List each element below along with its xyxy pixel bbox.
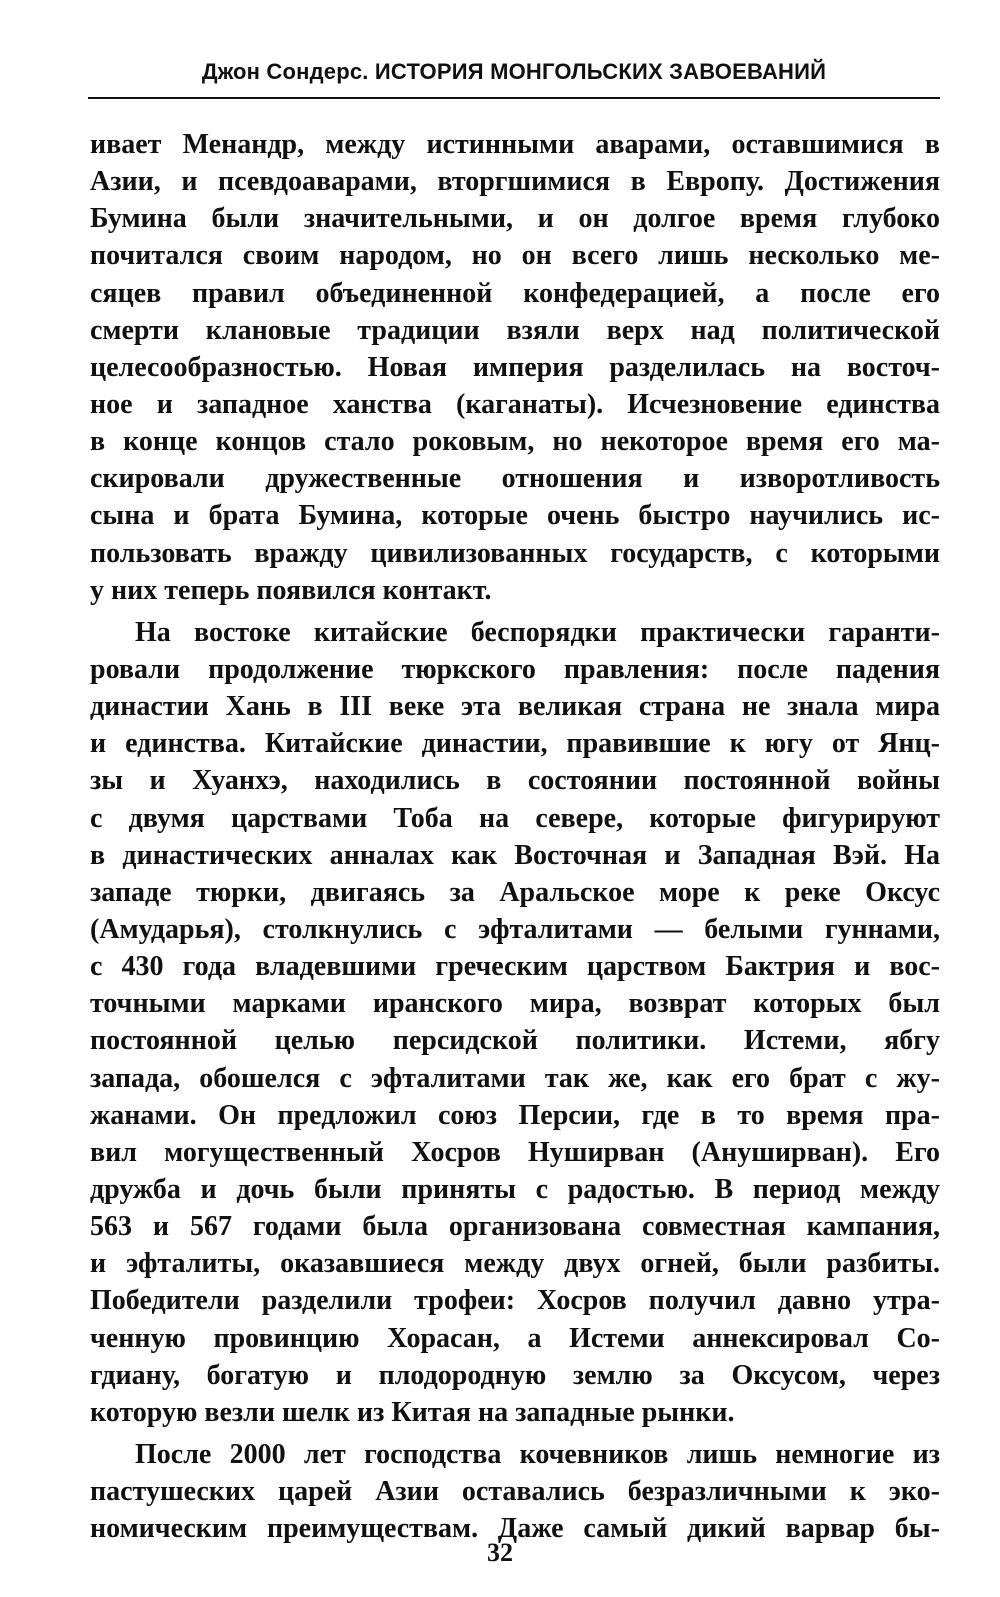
page-number: 32 <box>487 1538 513 1567</box>
text-line: почитался своим народом, но он всего лишь несколько ме- <box>90 240 940 272</box>
text-line: запада, обошелся с эфталитами так же, как его брат с жу- <box>90 1062 940 1094</box>
text-line: которую везли шелк из Китая на западные рынки. <box>90 1396 735 1428</box>
paragraph <box>90 1436 940 1547</box>
body-text <box>90 126 940 1547</box>
text-line: гдиану, богатую и плодородную землю за Оксусом, через <box>90 1359 940 1391</box>
text-line: пастушеских царей Азии оставались безразличными к эко- <box>90 1476 940 1508</box>
text-line: Победители разделили трофеи: Хосров получил давно утра- <box>90 1285 940 1317</box>
text-line: После 2000 лет господства кочевников лишь немногие из <box>135 1438 940 1470</box>
text-line: западе тюрки, двигаясь за Аральское море к реке Оксус <box>90 876 940 908</box>
text-line: династии Хань в III веке эта великая страна не знала мира <box>90 691 940 723</box>
text-line: ивает Менандр, между истинными аварами, оставшимися в <box>90 129 940 160</box>
text-line: целесообразностью. Новая империя разделилась на восточ- <box>90 351 940 383</box>
paragraph <box>90 126 940 609</box>
text-line: и единства. Китайские династии, правившие к югу от Янц- <box>90 728 940 760</box>
text-line: номическим преимуществам. Даже самый дикий варвар бы- <box>90 1513 940 1545</box>
text-line: дружба и дочь были приняты с радостью. В период между <box>90 1173 940 1205</box>
text-line: зы и Хуанхэ, находились в состоянии постоянной войны <box>90 765 940 797</box>
text-line: с двумя царствами Тоба на севере, которые фигурируют <box>90 802 940 834</box>
text-line: в конце концов стало роковым, но некоторое время его ма- <box>90 426 940 458</box>
text-line: На востоке китайские беспорядки практически гаранти- <box>135 616 940 648</box>
text-line: жанами. Он предложил союз Персии, где в то время пра- <box>90 1099 940 1131</box>
text-line: Азии, и псевдоаварами, вторгшимися в Европу. Достижения <box>90 166 940 198</box>
text-line: (Амударья), столкнулись с эфталитами — белыми гуннами, <box>90 913 940 945</box>
text-line: сяцев правил объединенной конфедерацией, а после его <box>90 277 940 309</box>
text-line: постоянной целью персидской политики. Истеми, ябгу <box>90 1025 940 1057</box>
header-rule <box>88 97 940 99</box>
paragraph <box>90 614 940 1431</box>
text-line: ченную провинцию Хорасан, а Истеми аннексировал Со- <box>90 1322 940 1354</box>
text-line: с 430 года владевшими греческим царством Бактрия и вос- <box>90 951 940 983</box>
running-head-author: Джон Сондерс. <box>201 59 369 84</box>
text-line: ровали продолжение тюркского правления: после падения <box>90 653 940 685</box>
text-line: скировали дружественные отношения и изворотливость <box>90 463 940 495</box>
text-line: ное и западное ханства (каганаты). Исчезновение единства <box>90 388 940 420</box>
text-line: пользовать вражду цивилизованных государств, с которыми <box>90 537 940 569</box>
text-line: точными марками иранского мира, возврат которых был <box>90 988 940 1020</box>
text-line: у них теперь появился контакт. <box>90 574 492 606</box>
running-head-title: ИСТОРИЯ МОНГОЛЬСКИХ ЗАВОЕВАНИЙ <box>374 59 827 84</box>
text-line: Бумина были значительными, и он долгое время глубоко <box>90 203 940 235</box>
text-line: и эфталиты, оказавшиеся между двух огней, были разбиты. <box>90 1248 940 1280</box>
text-line: сына и брата Бумина, которые очень быстро научились ис- <box>90 500 940 532</box>
text-line: вил могущественный Хосров Нуширван (Ануширван). Его <box>90 1136 940 1168</box>
text-line: смерти клановые традиции взяли верх над политической <box>90 314 940 346</box>
text-line: в династических анналах как Восточная и Западная Вэй. На <box>90 839 940 871</box>
text-line: 563 и 567 годами была организована совместная кампания, <box>90 1211 940 1243</box>
running-head <box>88 58 940 86</box>
